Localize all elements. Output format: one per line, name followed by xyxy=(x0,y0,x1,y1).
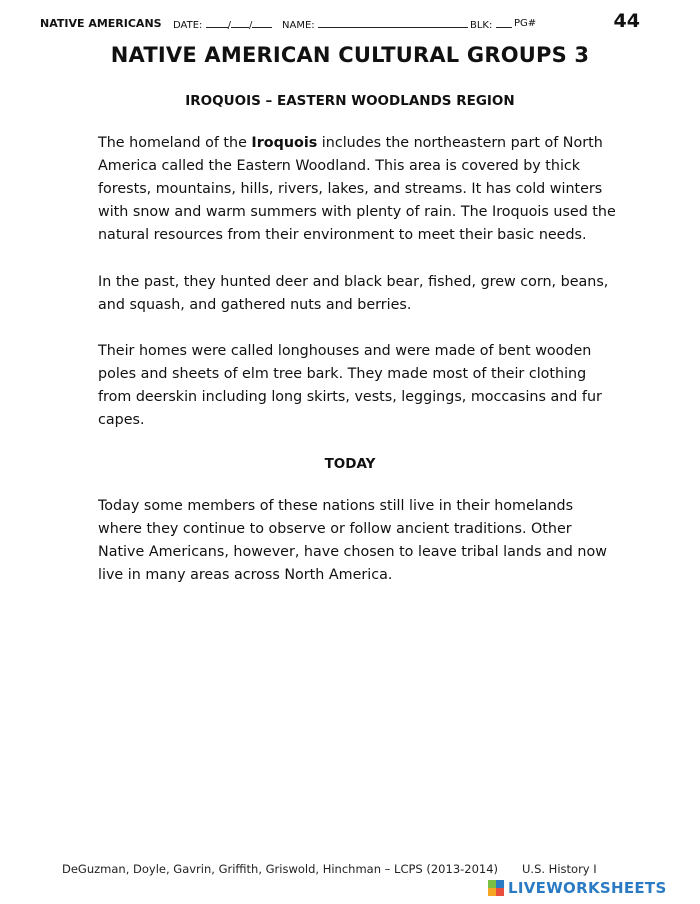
date-year-blank[interactable] xyxy=(252,18,272,28)
paragraph-homes-clothing: Their homes were called longhouses and were made of bent wooden poles and sheets of elm tree bark. They made most of their clothing from deerskin including long skirts, vests, leggings, moccasins and fur capes. xyxy=(98,343,602,428)
paragraph-homeland xyxy=(98,132,620,247)
blk-field[interactable] xyxy=(470,18,512,31)
date-label: DATE: xyxy=(173,20,203,31)
date-month-blank[interactable] xyxy=(206,18,228,28)
name-field[interactable] xyxy=(282,18,468,31)
paragraph-homeland-rest: includes the northeastern part of North America called the Eastern Woodland. This area is covered by thick forests, mountains, hills, rivers, lakes, and streams. It has cold winters with snow and warm summers with plenty of rain. The Iroquois used the natural resources from their environment to meet their basic needs. xyxy=(98,135,616,243)
name-blank[interactable] xyxy=(318,18,468,28)
pg-label: PG# xyxy=(514,18,537,29)
unit-title: NATIVE AMERICANS xyxy=(40,17,162,30)
blk-label: BLK: xyxy=(470,20,493,31)
liveworksheets-mark-icon xyxy=(488,880,504,896)
paragraph-today: Today some members of these nations still live in their homelands where they continue to observe or follow ancient traditions. Other Native Americans, however, have chosen to leave tribal lands and now live in many areas across North America. xyxy=(98,498,607,583)
section-heading: IROQUOIS – EASTERN WOODLANDS REGION xyxy=(185,93,515,109)
date-field[interactable] xyxy=(173,18,272,31)
iroquois-term: Iroquois xyxy=(251,135,318,151)
date-separator-1: / xyxy=(227,20,231,31)
date-day-blank[interactable] xyxy=(231,18,249,28)
liveworksheets-logo xyxy=(488,878,667,898)
today-heading: TODAY xyxy=(324,456,376,472)
page-title: NATIVE AMERICAN CULTURAL GROUPS 3 xyxy=(110,43,590,67)
footer-authors: DeGuzman, Doyle, Gavrin, Griffith, Griswold, Hinchman – LCPS (2013-2014) xyxy=(62,862,499,876)
date-separator-2: / xyxy=(248,20,253,31)
paragraph-homeland-start: The homeland of the xyxy=(98,135,252,151)
paragraph-food: In the past, they hunted deer and black bear, fished, grew corn, beans, and squash, and gathered nuts and berries. xyxy=(98,274,609,313)
page-number: 44 xyxy=(613,10,640,32)
name-label: NAME: xyxy=(282,20,315,31)
worksheet-header xyxy=(40,10,640,38)
blk-blank[interactable] xyxy=(496,18,512,28)
footer-course: U.S. History I xyxy=(522,862,597,876)
liveworksheets-wordmark: LIVEWORKSHEETS xyxy=(508,879,667,897)
